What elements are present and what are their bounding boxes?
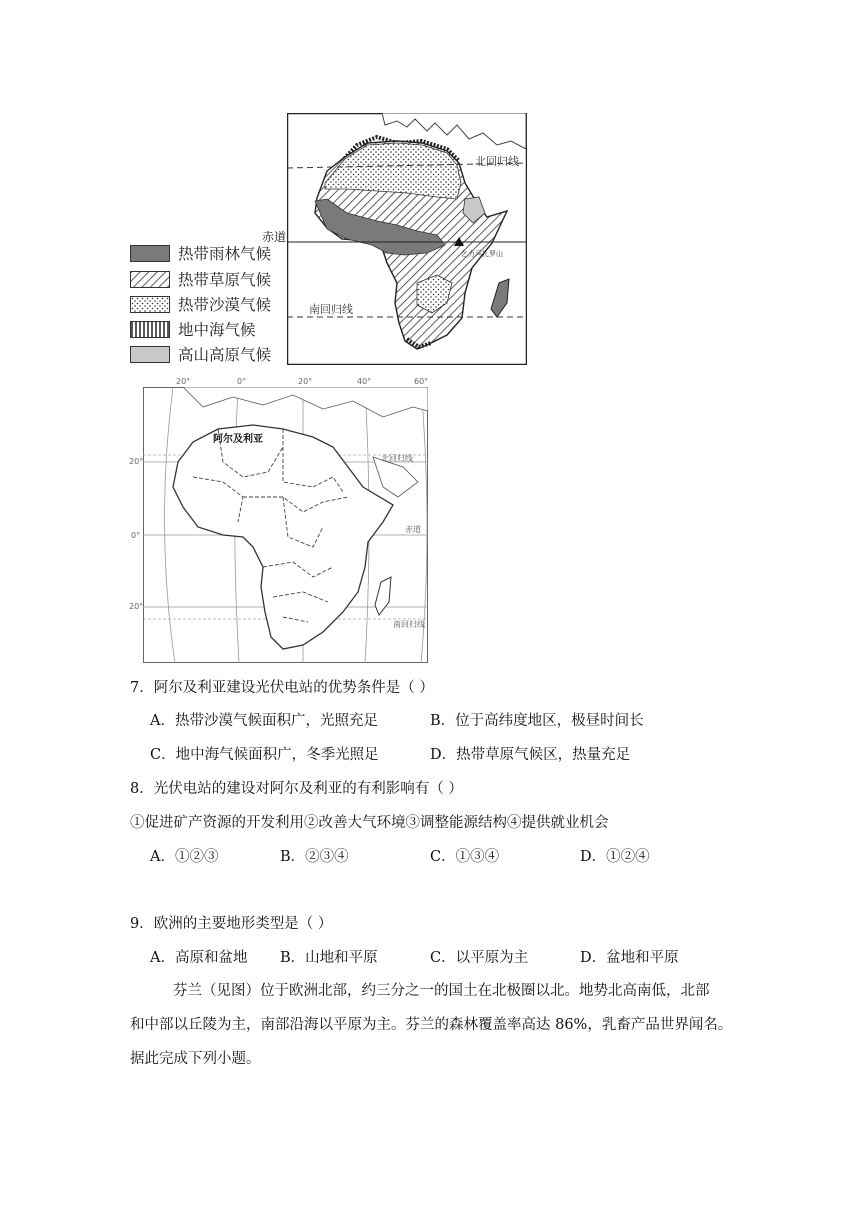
tick-left-1: 20° [129,457,144,466]
legend-label: 热带草原气候 [178,271,272,289]
algeria-label: 阿尔及利亚 [213,434,263,445]
legend-item-savanna [130,269,271,289]
q8-stem: 8．光伏电站的建设对阿尔及利亚的有利影响有（ ） [130,781,463,797]
passage-line-2: 和中部以丘陵为主，南部沿海以平原为主。芬兰的森林覆盖率高达 86%，乳畜产品世界闻名。 [130,1017,733,1033]
desert-swatch [130,296,170,313]
q9-stem: 9．欧洲的主要地形类型是（ ） [130,916,333,932]
tick-top-5: 60° [414,377,429,386]
legend-item-mediterranean [130,319,256,339]
q7-option-d: D．热带草原气候区，热量充足 [430,747,631,763]
tick-top-4: 40° [357,377,372,386]
rainforest-swatch [130,245,170,262]
tropic-north-label-2: 北回归线 [381,454,413,463]
tick-top-2: 0° [237,377,247,386]
tick-left-3: 20° [129,602,144,611]
africa-political-map [143,387,428,663]
q8-option-a: A．①②③ [150,849,219,865]
tropic-north-label: 北回归线 [475,155,519,168]
q7-option-c: C．地中海气候面积广，冬季光照足 [150,747,379,763]
q8-option-b: B．②③④ [280,849,349,865]
tropic-south-label-2: 南回归线 [393,620,425,629]
equator-label: 赤道 [262,230,287,244]
legend-item-highland [130,344,271,364]
tropic-south-label: 南回归线 [309,303,353,316]
q9-option-a: A．高原和盆地 [150,950,248,966]
equator-label-2: 赤道 [405,525,421,534]
q8-option-c: C．①③④ [430,849,500,865]
mountain-label: 乞力马扎罗山 [461,250,503,258]
q7-stem: 7．阿尔及利亚建设光伏电站的优势条件是（ ） [130,680,434,696]
legend-label: 热带沙漠气候 [178,296,272,314]
q9-option-d: D．盆地和平原 [580,950,679,966]
legend-item-desert [130,294,271,314]
tick-left-2: 0° [131,531,141,540]
tick-top-1: 20° [176,377,191,386]
legend-label: 热带雨林气候 [178,245,272,263]
q8-items: ①促进矿产资源的开发利用②改善大气环境③调整能源结构④提供就业机会 [130,815,609,831]
africa-climate-map [287,113,527,365]
q9-option-b: B．山地和平原 [280,950,378,966]
legend-label: 地中海气候 [178,321,256,339]
q7-option-a: A．热带沙漠气候面积广，光照充足 [150,713,378,729]
q8-option-d: D．①②④ [580,849,650,865]
passage-line-1: 芬兰（见图）位于欧洲北部，约三分之一的国土在北极圈以北。地势北高南低，北部 [173,983,710,999]
legend-label: 高山高原气候 [178,346,272,364]
q9-option-c: C．以平原为主 [430,950,529,966]
savanna-swatch [130,271,170,288]
tick-top-3: 20° [298,377,313,386]
legend-item-rainforest [130,243,271,263]
mediterranean-swatch [130,321,170,338]
highland-swatch [130,346,170,363]
q7-option-b: B．位于高纬度地区，极昼时间长 [430,713,644,729]
passage-line-3: 据此完成下列小题。 [130,1051,261,1067]
